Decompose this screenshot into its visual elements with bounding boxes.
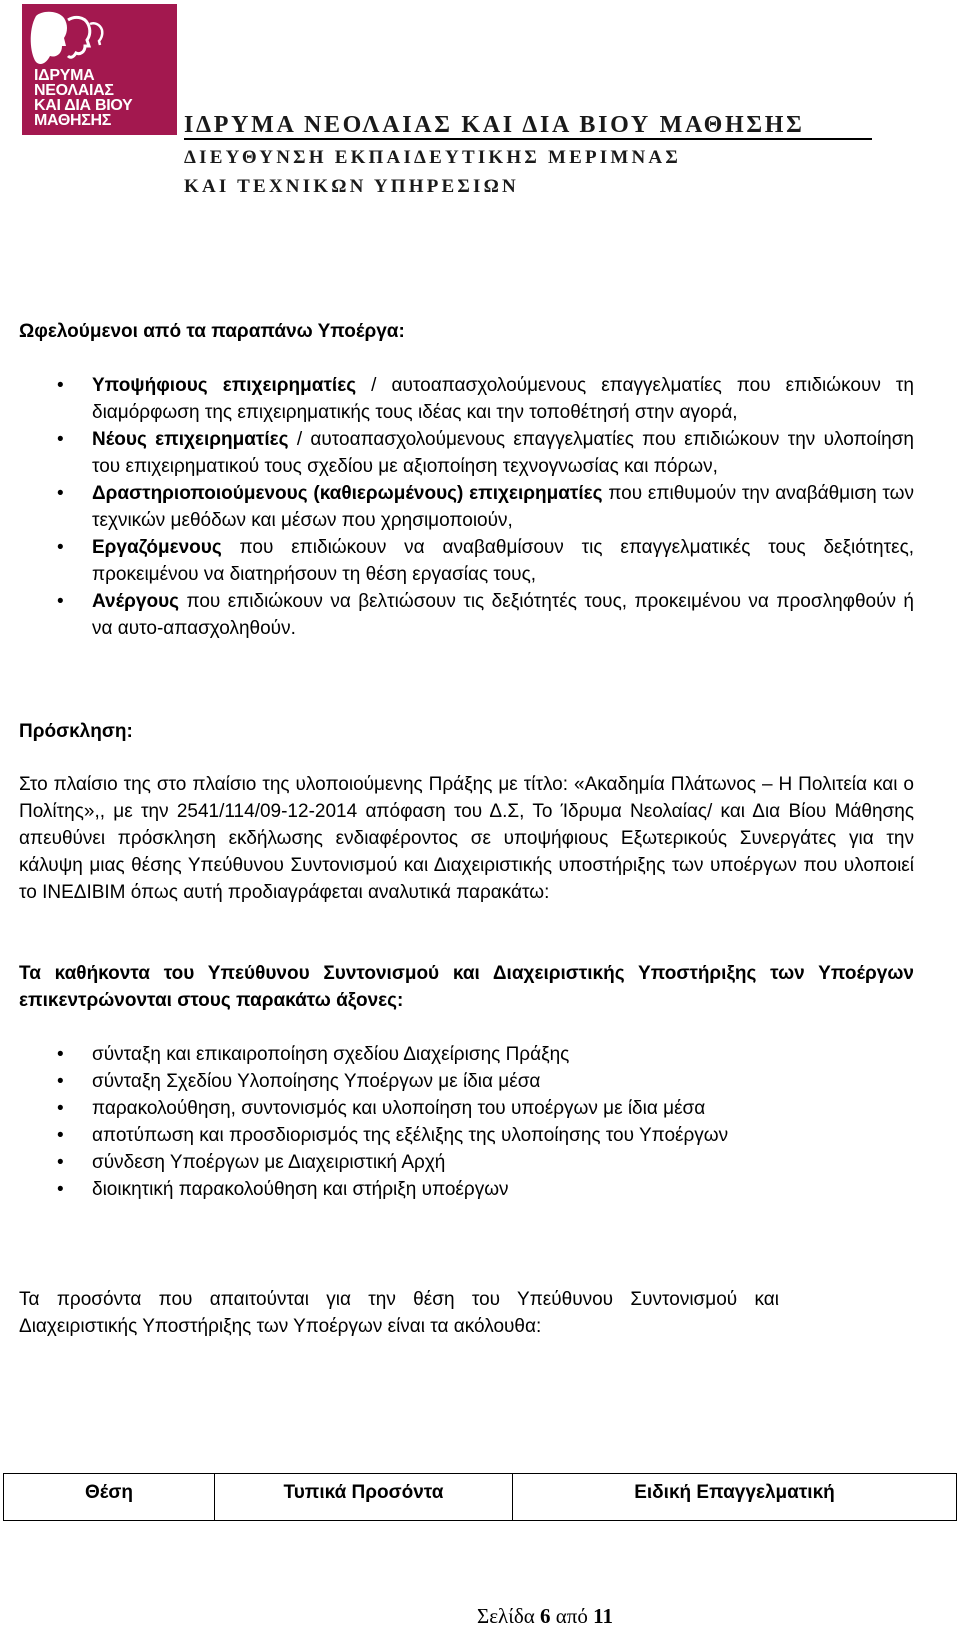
qualifications-table [3,1473,957,1521]
column-header-formal-qualifications: Τυπικά Προσόντα [215,1474,513,1521]
column-header-special-experience: Ειδική Επαγγελματική [513,1474,957,1521]
page-footer [0,1604,960,1629]
logo-line-2: ΝΕΟΛΑΙΑΣ [34,82,114,99]
duties-list [19,1041,914,1203]
heads-silhouette-icon [28,10,108,72]
beneficiaries-heading: Ωφελούμενοι από τα παραπάνω Υποέργα: [19,321,405,342]
list-item [92,426,914,480]
logo-wordmark [34,68,132,128]
list-item [92,534,914,588]
list-item: • αποτύπωση και προσδιορισμός της εξέλιξης της υλοποίησης του Υποέργων [92,1122,914,1149]
total-pages-number: 11 [593,1604,613,1628]
beneficiary-description: που επιδιώκουν να αναβαθμίσουν τις επαγγελματικές τους δεξιότητες, προκειμένου να διατηρήσουν τη θέση εργασίας τους, [92,537,914,585]
beneficiary-type: Εργαζόμενους [92,537,222,558]
beneficiary-description: / αυτοαπασχολούμενους επαγγελματίες που επιδιώκουν την υλοποίηση του επιχειρηματικού τους σχεδίου με αξιοποίηση τεχνογνωσίας και πόρων, [92,429,914,477]
logo-line-4: ΜΑΘΗΣΗΣ [34,112,112,129]
list-item: • σύνδεση Υποέργων με Διαχειριστική Αρχή [92,1149,914,1176]
invitation-heading: Πρόσκληση: [19,721,133,742]
beneficiary-type: Ανέργους [92,591,180,612]
document-body [19,318,914,1340]
invitation-body: Στο πλαίσιο της στο πλαίσιο της υλοποιούμενης Πράξης με τίτλο: «Ακαδημία Πλάτωνος – Η Πολιτεία και ο Πολίτης»,, με την 2541/114/09-12-2014 απόφαση του Δ.Σ, Το Ίδρυμα Νεολαίας/ και Δια Βίου Μάθησης απευθύνει πρόσκληση εκδήλωσης ενδιαφέροντος σε υποψήφιους Εξωτερικούς Συνεργάτες για την κάλυψη μιας θέσης Υπεύθυνου Συντονισμού και Διαχειριστικής υποστήριξης των υποέργων που υλοποιεί το ΙΝΕΔΙΒΙΜ όπως αυτή προδιαγράφεται αναλυτικά παρακάτω: [19,774,914,903]
logo-line-1: ΙΔΡΥΜΑ [34,67,95,84]
page-of-label: από [555,1604,588,1628]
list-item: • σύνταξη Σχεδίου Υλοποίησης Υποέργων με ίδια μέσα [92,1068,914,1095]
table-header-row [4,1474,957,1521]
list-item: • διοικητική παρακολούθηση και στήριξη υποέργων [92,1176,914,1203]
organization-name: ΙΔΡΥΜΑ ΝΕΟΛΑΙΑΣ ΚΑΙ ΔΙΑ ΒΙΟΥ ΜΑΘΗΣΗΣ [184,112,805,138]
list-item: • παρακολούθηση, συντονισμός και υλοποίηση του υποέργων με ίδια μέσα [92,1095,914,1122]
beneficiary-type: Δραστηριοποιούμενους (καθιερωμένους) επιχειρηματίες [92,483,603,504]
page-label: Σελίδα [477,1604,535,1628]
list-item [92,372,914,426]
current-page-number: 6 [540,1604,551,1628]
column-header-position: Θέση [4,1474,215,1521]
beneficiary-description: / αυτοαπασχολούμενους επαγγελματίες που επιδιώκουν τη διαμόρφωση της επιχειρηματικής τους ιδέας και την τοποθέτησή στην αγορά, [92,375,914,423]
qualifications-intro: Τα προσόντα που απαιτούνται για την θέση του Υπεύθυνου Συντονισμού και Διαχειριστικής Υποστήριξης των Υποέργων είναι τα ακόλουθα: [19,1289,779,1337]
beneficiary-description: που επιθυμούν την αναβάθμιση των τεχνικών μεθόδων και μέσων που χρησιμοποιούν, [92,483,914,531]
beneficiary-type: Νέους επιχειρηματίες [92,429,289,450]
logo-line-3: ΚΑΙ ΔΙΑ ΒΙΟΥ [34,97,133,114]
list-item: • σύνταξη και επικαιροποίηση σχεδίου Διαχείρισης Πράξης [92,1041,914,1068]
beneficiaries-list [19,372,914,642]
beneficiary-type: Υποψήφιους επιχειρηματίες [92,375,357,396]
header-divider [184,138,872,140]
duties-heading: Τα καθήκοντα του Υπεύθυνου Συντονισμού και Διαχειριστικής Υποστήριξης των Υποέργων επικεντρώνονται στους παρακάτω άξονες: [19,963,914,1011]
department-name-line-1: ΔΙΕΥΘΥΝΣΗ ΕΚΠΑΙΔΕΥΤΙΚΗΣ ΜΕΡΙΜΝΑΣ [184,147,681,168]
department-name-line-2: ΚΑΙ ΤΕΧΝΙΚΩΝ ΥΠΗΡΕΣΙΩΝ [184,176,519,197]
organization-header [184,112,872,201]
list-item [92,480,914,534]
list-item [92,588,914,642]
organization-logo [22,4,177,135]
beneficiary-description: που επιδιώκουν να βελτιώσουν τις δεξιότητές τους, προκειμένου να προσληφθούν ή να αυτο-απασχοληθούν. [92,591,914,639]
